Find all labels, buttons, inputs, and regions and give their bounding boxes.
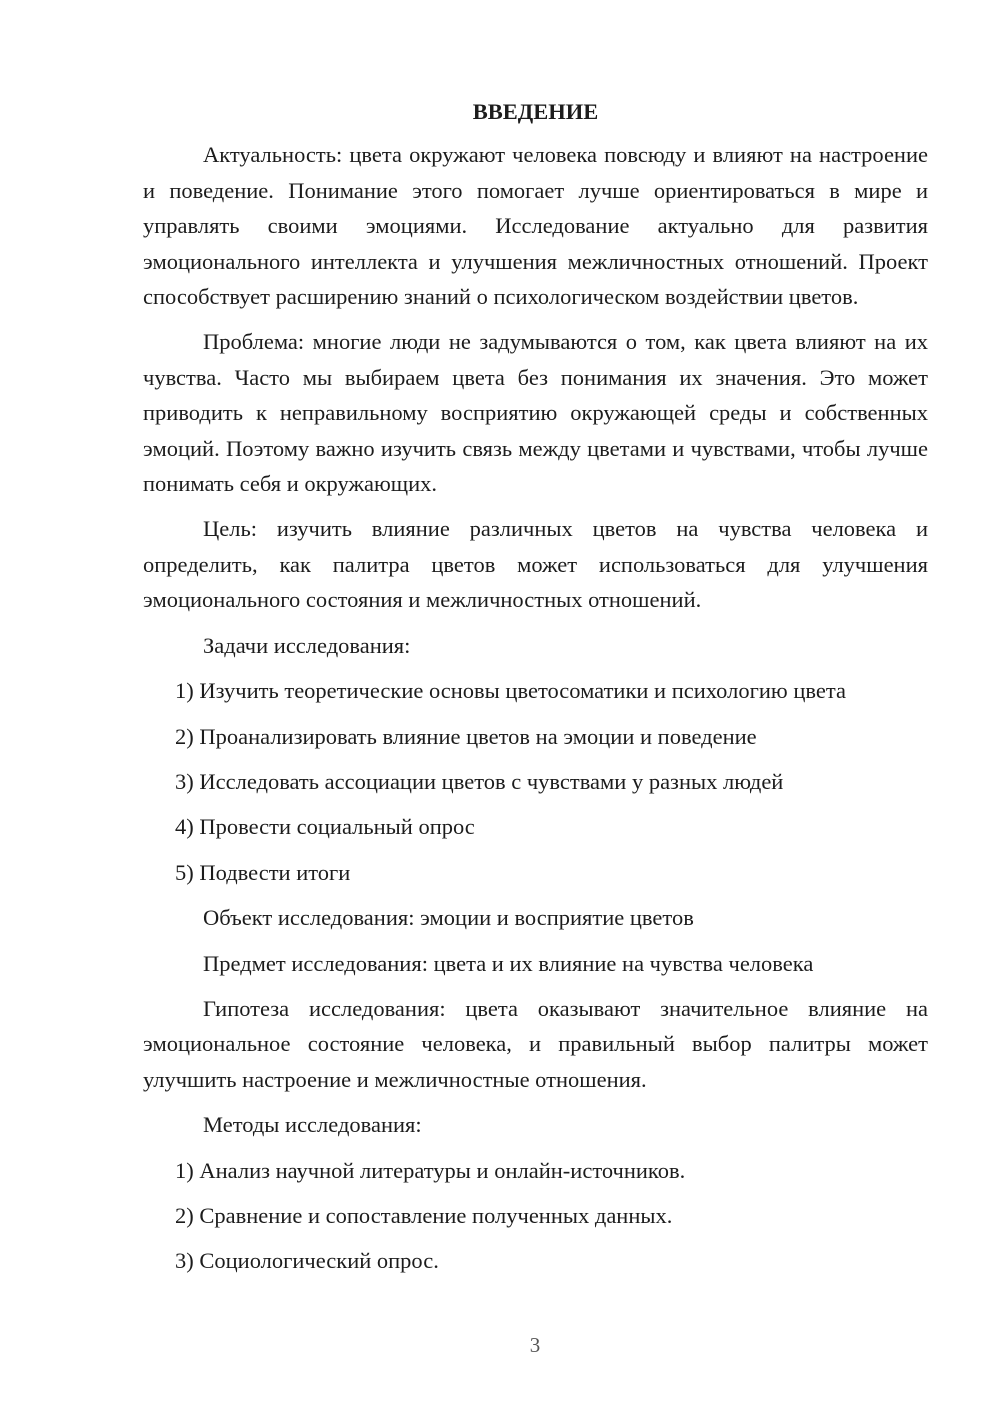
- method-item: 1) Анализ научной литературы и онлайн-источников.: [175, 1157, 686, 1183]
- tasks-list: [143, 673, 928, 890]
- method-item: 2) Сравнение и сопоставление полученных данных.: [175, 1202, 673, 1228]
- tasks-heading: Задачи исследования:: [203, 632, 411, 658]
- page-content: [143, 94, 928, 1289]
- task-item: 4) Провести социальный опрос: [175, 814, 475, 840]
- task-item: 5) Подвести итоги: [175, 859, 351, 885]
- page-number: 3: [529, 1333, 541, 1357]
- research-subject: Предмет исследования: цвета и их влияние на чувства человека: [203, 950, 814, 976]
- method-item: 3) Социологический опрос.: [175, 1248, 439, 1274]
- hypothesis-paragraph: Гипотеза исследования: цвета оказывают значительное влияние на эмоциональное состояние человека, и правильный выбор палитры может улучшить настроение и межличностные отношения.: [143, 995, 928, 1092]
- research-object: Объект исследования: эмоции и восприятие цветов: [203, 905, 694, 931]
- methods-list: [143, 1153, 928, 1279]
- task-item: 2) Проанализировать влияние цветов на эмоции и поведение: [175, 723, 757, 749]
- methods-heading: Методы исследования:: [203, 1112, 422, 1138]
- task-item: 1) Изучить теоретические основы цветосоматики и психологию цвета: [175, 678, 846, 704]
- relevance-paragraph: Актуальность: цвета окружают человека повсюду и влияют на настроение и поведение. Понимание этого помогает лучше ориентироваться в мире и управлять своими эмоциями. Исследование актуально для развития эмоционального интеллекта и улучшения межличностных отношений. Проект способствует расширению знаний о психологическом воздействии цветов.: [143, 142, 928, 310]
- problem-paragraph: Проблема: многие люди не задумываются о том, как цвета влияют на их чувства. Часто мы выбираем цвета без понимания их значения. Это может приводить к неправильному восприятию окружающей среды и собственных эмоций. Поэтому важно изучить связь между цветами и чувствами, чтобы лучше понимать себя и окружающих.: [143, 329, 928, 497]
- page-title: ВВЕДЕНИЕ: [472, 99, 599, 124]
- goal-paragraph: Цель: изучить влияние различных цветов на чувства человека и определить, как палитра цветов может использоваться для улучшения эмоционального состояния и межличностных отношений.: [143, 516, 928, 613]
- task-item: 3) Исследовать ассоциации цветов с чувствами у разных людей: [175, 768, 784, 794]
